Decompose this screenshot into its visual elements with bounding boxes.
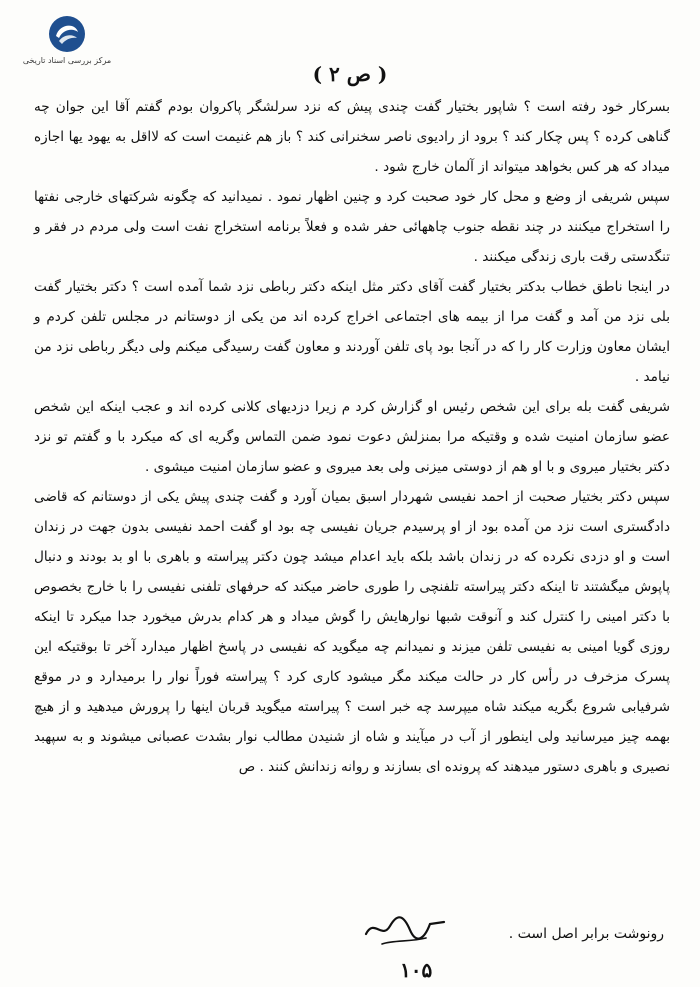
paragraph: در اینجا ناطق خطاب بدکتر بختیار گفت آقای دکتر مثل اینکه دکتر رباطی نزد شما آمده است ؟ دکتر بختیار گفت بلی نزد من آمد و گفت مرا از بیمه های اجتماعی اخراج کرده اند من یکی از دوستانم در مجلس تلفن کردم و ایشان معاون وزارت کار را که در آنجا بود پای تلفن آوردند و معاون گفت رسیدگی میکنم ولی دیگر رباطی نزد من نیامد . <box>34 279 670 385</box>
archive-logo <box>12 14 122 66</box>
archive-name: مرکز بررسی اسناد تاریخی <box>22 56 112 65</box>
page-number: ١٠۵ <box>400 958 433 982</box>
document-body <box>34 92 670 782</box>
paragraph: سپس شریفی از وضع و محل کار خود صحبت کرد و چنین اظهار نمود . نمیدانید که چگونه شرکتهای خارجی نفتها را استخراج میکنند در چند نقطه جنوب چاههائی حفر شده و فعلاً برنامه استخراج نفت است ولی مردم در فقر و تنگدستی رقت باری زندگی میکنند . <box>34 189 670 265</box>
paragraph: شریفی گفت بله برای این شخص رئیس او گزارش کرد م زیرا دزدیهای کلانی کرده اند و عجب اینکه این شخص عضو سازمان امنیت شده و وقتیکه مرا بمنزلش دعوت نمود ضمن التماس وگریه ای که میکرد با و گفتم تو نزد دکتر بختیار میروی و با او هم از دوستی میزنی ولی بعد میروی و عضو سازمان امنیت میشوی . <box>34 399 670 475</box>
page-label: ( ص ٢ ) <box>312 62 388 86</box>
certified-copy-note: رونوشت برابر اصل است . <box>508 926 664 942</box>
document-footer <box>30 908 664 982</box>
archive-emblem-icon <box>47 14 87 54</box>
paragraph: سپس دکتر بختیار صحبت از احمد نفیسی شهردار اسبق بمیان آورد و گفت چندی پیش یکی از دوستانم که قاضی دادگستری است نزد من آمده بود از او پرسیدم جریان نفیسی چه بود او گفت احمد نفیسی بدون جهت در زندان است و او دزدی نکرده که در زندان باشد بلکه باید اعدام میشد چون دکتر پیراسته و باهری با او بد بودند و دنبال پاپوش میگشتند تا اینکه دکتر پیراسته تلفنچی را طوری حاضر میکند که حرفهای تلفنی نفیسی را با خارج بخصوص با دکتر امینی را کنترل کند و آنوقت شبها نوارهایش را گوش میداد و هر کدام بدرش میخورد جدا میکرد تا اینکه روزی گویا امینی به نفیسی تلفن میزند و نمیدانم چه میگوید که نفیسی در پاسخ اظهار میدارد آخر تا بوقتیکه این پسرک مزخرف در رأس کار در حالت میکند مگر میشود کاری کرد ؟ پیراسته فوراً نوار را برمیدارد و در موقع شرفیابی شروع بگریه میکند شاه میپرسد چه خبر است ؟ پیراسته میگوید قربان اینها را پرورش میدهید و از هیچ بهمه چیز میرسانید ولی اینطور از آب در میآیند و شاه از شنیدن مطالب نوار بشدت عصبانی میشوند و به سپهبد نصیری و باهری دستور میدهند که پرونده ای بسازند و روانه زندانش کنند . ص <box>34 489 670 775</box>
paragraph: بسرکار خود رفته است ؟ شاپور بختیار گفت چندی پیش که نزد سرلشگر پاکروان بودم گفتم آقا این جوان چه گناهی کرده ؟ پس چکار کند ؟ برود از رادیوی ناصر سخنرانی کند ؟ باز هم غنیمت است که لااقل به یهود یها اجازه میداد که هر کس بخواهد میتواند از آلمان خارج شود . <box>34 99 670 175</box>
handwritten-signature <box>360 910 450 956</box>
